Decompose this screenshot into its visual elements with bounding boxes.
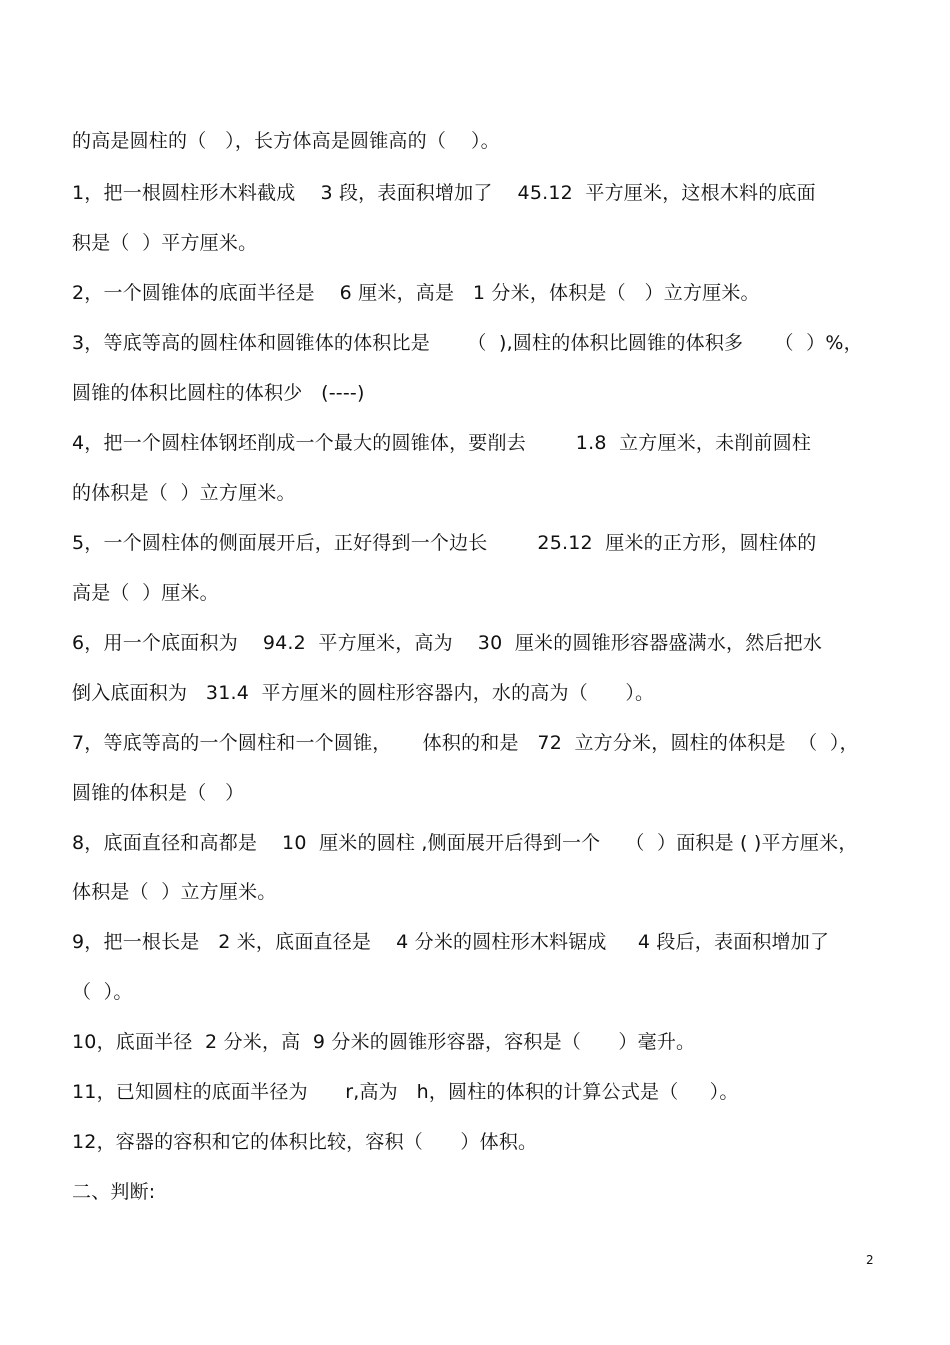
question-7: 7，等底等高的一个圆柱和一个圆锥， 体积的和是 72 立方分米，圆柱的体积是 （ ），	[72, 732, 859, 754]
question-1-continued: 积是（ ）平方厘米。	[72, 232, 258, 254]
question-8-continued: 体积是（ ）立方厘米。	[72, 881, 277, 903]
question-8: 8，底面直径和高都是 10 厘米的圆柱 ,侧面展开后得到一个 （ ）面积是 ( )平方厘米，	[72, 832, 858, 854]
question-12: 12，容器的容积和它的体积比较，容积（ ）体积。	[72, 1131, 538, 1153]
page-number: 2	[866, 1253, 874, 1267]
question-6: 6，用一个底面积为 94.2 平方厘米，高为 30 厘米的圆锥形容器盛满水，然后把水	[72, 632, 823, 654]
question-5-continued: 高是（ ）厘米。	[72, 582, 219, 604]
question-9-continued: （ ）。	[72, 981, 133, 1003]
question-1: 1，把一根圆柱形木料截成 3 段，表面积增加了 45.12 平方厘米，这根木料的底面	[72, 182, 816, 204]
text-line: 的高是圆柱的（ ），长方体高是圆锥高的（ ）。	[72, 130, 500, 152]
question-9: 9，把一根长是 2 米，底面直径是 4 分米的圆柱形木料锯成 4 段后，表面积增加了	[72, 931, 830, 953]
question-4-continued: 的体积是（ ）立方厘米。	[72, 482, 296, 504]
question-3: 3，等底等高的圆柱体和圆锥体的体积比是 （ ),圆柱的体积比圆锥的体积多 （ ）%，	[72, 332, 863, 354]
question-10: 10，底面半径 2 分米，高 9 分米的圆锥形容器，容积是（ ）毫升。	[72, 1031, 696, 1053]
question-3-continued: 圆锥的体积比圆柱的体积少 (----)	[72, 382, 365, 404]
question-6-continued: 倒入底面积为 31.4 平方厘米的圆柱形容器内，水的高为（ ）。	[72, 682, 655, 704]
question-4: 4，把一个圆柱体钢坯削成一个最大的圆锥体，要削去 1.8 立方厘米，未削前圆柱	[72, 432, 812, 454]
question-11: 11，已知圆柱的底面半径为 r,高为 h，圆柱的体积的计算公式是（ ）。	[72, 1081, 739, 1103]
question-5: 5，一个圆柱体的侧面展开后，正好得到一个边长 25.12 厘米的正方形，圆柱体的	[72, 532, 817, 554]
question-2: 2，一个圆锥体的底面半径是 6 厘米，高是 1 分米，体积是（ ）立方厘米。	[72, 282, 760, 304]
question-7-continued: 圆锥的体积是（ ）	[72, 782, 245, 804]
section-heading-judgment: 二、判断:	[72, 1181, 156, 1203]
